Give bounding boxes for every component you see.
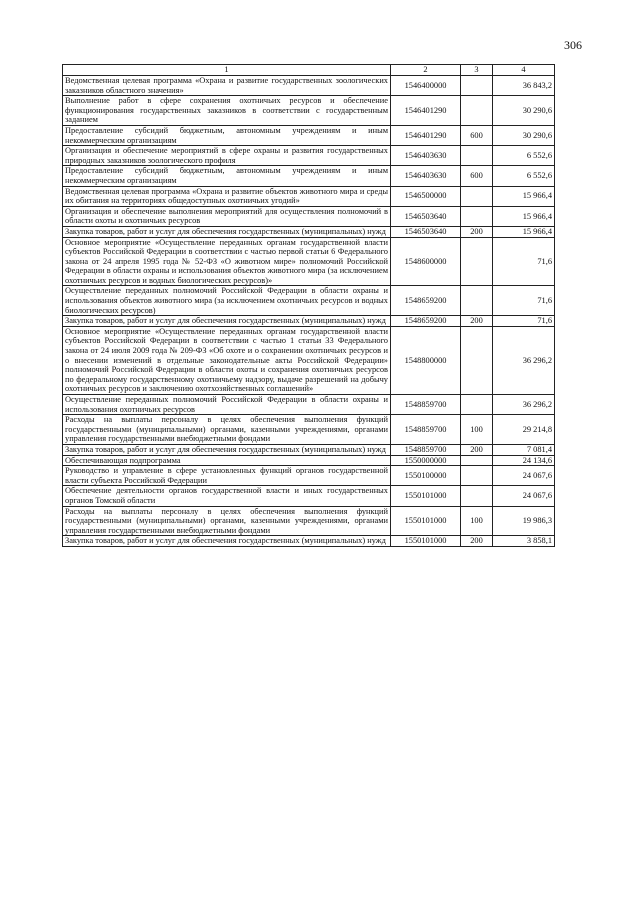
row-name-cell: Ведомственная целевая программа «Охрана и развитие государственных зоологических заказников областного значения» <box>63 76 391 96</box>
row-code-cell: 1550101000 <box>391 536 461 547</box>
table-row <box>63 96 555 126</box>
row-amount-cell: 71,6 <box>493 316 555 327</box>
row-amount-cell: 19 986,3 <box>493 506 555 536</box>
row-code-cell: 1548859700 <box>391 415 461 445</box>
row-amount-cell: 30 290,6 <box>493 96 555 126</box>
row-type-cell <box>461 326 493 394</box>
table-row <box>63 444 555 455</box>
row-type-cell <box>461 455 493 466</box>
header-cell-2: 2 <box>391 65 461 76</box>
table-row <box>63 466 555 486</box>
row-amount-cell: 15 966,4 <box>493 226 555 237</box>
row-type-cell <box>461 466 493 486</box>
row-code-cell: 1550101000 <box>391 486 461 506</box>
row-name-cell: Закупка товаров, работ и услуг для обеспечения государственных (муниципальных) нужд <box>63 316 391 327</box>
row-code-cell: 1548659200 <box>391 316 461 327</box>
header-cell-3: 3 <box>461 65 493 76</box>
row-amount-cell: 36 843,2 <box>493 76 555 96</box>
row-amount-cell: 6 552,6 <box>493 166 555 186</box>
table-row <box>63 125 555 145</box>
row-code-cell: 1546503640 <box>391 226 461 237</box>
row-amount-cell: 30 290,6 <box>493 125 555 145</box>
row-type-cell: 100 <box>461 415 493 445</box>
table-row <box>63 146 555 166</box>
row-code-cell: 1546401290 <box>391 96 461 126</box>
table-row <box>63 395 555 415</box>
row-code-cell: 1548659200 <box>391 286 461 316</box>
table-row <box>63 226 555 237</box>
row-name-cell: Расходы на выплаты персоналу в целях обеспечения выполнения функций государственными (муниципальными) органами, казенными учреждениями, органами управления государственными внебюджетными фондами <box>63 506 391 536</box>
row-code-cell: 1548859700 <box>391 444 461 455</box>
row-amount-cell: 71,6 <box>493 286 555 316</box>
row-code-cell: 1548800000 <box>391 326 461 394</box>
budget-table <box>62 64 555 547</box>
row-type-cell <box>461 76 493 96</box>
row-name-cell: Обеспечивающая подпрограмма <box>63 455 391 466</box>
row-code-cell: 1546503640 <box>391 206 461 226</box>
row-name-cell: Закупка товаров, работ и услуг для обеспечения государственных (муниципальных) нужд <box>63 226 391 237</box>
table-header-row <box>63 65 555 76</box>
row-name-cell: Организация и обеспечение выполнения мероприятий для осуществления полномочий в области охоты и охотничьих ресурсов <box>63 206 391 226</box>
row-name-cell: Обеспечение деятельности органов государственной власти и иных государственных органов Томской области <box>63 486 391 506</box>
table-row <box>63 186 555 206</box>
row-type-cell <box>461 486 493 506</box>
row-type-cell: 200 <box>461 226 493 237</box>
row-name-cell: Организация и обеспечение мероприятий в сфере охраны и развития государственных природных заказников зоологического профиля <box>63 146 391 166</box>
row-type-cell <box>461 286 493 316</box>
row-name-cell: Выполнение работ в сфере сохранения охотничьих ресурсов и обеспечение функционирования государственных заказников в соответствии с государственным заданием <box>63 96 391 126</box>
row-type-cell <box>461 96 493 126</box>
row-type-cell <box>461 237 493 286</box>
row-type-cell <box>461 146 493 166</box>
row-type-cell: 600 <box>461 166 493 186</box>
row-code-cell: 1548859700 <box>391 395 461 415</box>
row-code-cell: 1548600000 <box>391 237 461 286</box>
row-name-cell: Руководство и управление в сфере установленных функций органов государственной власти субъекта Российской Федерации <box>63 466 391 486</box>
row-amount-cell: 29 214,8 <box>493 415 555 445</box>
row-type-cell <box>461 186 493 206</box>
row-type-cell: 600 <box>461 125 493 145</box>
header-cell-1: 1 <box>63 65 391 76</box>
row-amount-cell: 7 081,4 <box>493 444 555 455</box>
table-row <box>63 536 555 547</box>
row-code-cell: 1546400000 <box>391 76 461 96</box>
row-type-cell: 200 <box>461 316 493 327</box>
table-row <box>63 206 555 226</box>
row-amount-cell: 36 296,2 <box>493 395 555 415</box>
row-amount-cell: 6 552,6 <box>493 146 555 166</box>
header-cell-4: 4 <box>493 65 555 76</box>
row-code-cell: 1546403630 <box>391 166 461 186</box>
row-name-cell: Ведомственная целевая программа «Охрана и развитие объектов животного мира и среды их обитания на территориях общедоступных охотничьих угодий» <box>63 186 391 206</box>
row-name-cell: Предоставление субсидий бюджетным, автономным учреждениям и иным некоммерческим организациям <box>63 166 391 186</box>
table-row <box>63 76 555 96</box>
table-row <box>63 166 555 186</box>
row-type-cell <box>461 206 493 226</box>
table-row <box>63 316 555 327</box>
table-row <box>63 455 555 466</box>
row-name-cell: Предоставление субсидий бюджетным, автономным учреждениям и иным некоммерческим организациям <box>63 125 391 145</box>
row-name-cell: Осуществление переданных полномочий Российской Федерации в области охраны и использования охотничьих ресурсов <box>63 395 391 415</box>
row-name-cell: Основное мероприятие «Осуществление переданных органам государственной власти субъектов Российской Федерации в соответствии с частью первой статьи 6 Федерального закона от 24 апреля 1995 года № 52-ФЗ «О животном мире» полномочий Российской Федерации в области охраны и использования объектов животного мира (за исключением охотничьих ресурсов и водных биологических ресурсов)» <box>63 237 391 286</box>
row-code-cell: 1546500000 <box>391 186 461 206</box>
row-name-cell: Закупка товаров, работ и услуг для обеспечения государственных (муниципальных) нужд <box>63 536 391 547</box>
row-code-cell: 1546401290 <box>391 125 461 145</box>
table-row <box>63 237 555 286</box>
table-row <box>63 415 555 445</box>
row-name-cell: Основное мероприятие «Осуществление переданных органам государственной власти субъектов Российской Федерации в соответствии с частью 1 статьи 33 Федерального закона от 24 июля 2009 года № 209-ФЗ «Об охоте и о сохранении охотничьих ресурсов и о внесении изменений в отдельные законодательные акты Российской Федерации» полномочий Российской Федерации в области охоты и сохранения охотничьих ресурсов по федеральному государственному охотничьему надзору, выдаче разрешений на добычу охотничьих ресурсов и заключению охотхозяйственных соглашений» <box>63 326 391 394</box>
row-code-cell: 1550101000 <box>391 506 461 536</box>
row-name-cell: Закупка товаров, работ и услуг для обеспечения государственных (муниципальных) нужд <box>63 444 391 455</box>
row-type-cell: 200 <box>461 536 493 547</box>
row-amount-cell: 24 067,6 <box>493 486 555 506</box>
row-type-cell: 100 <box>461 506 493 536</box>
table-row <box>63 486 555 506</box>
row-amount-cell: 36 296,2 <box>493 326 555 394</box>
row-amount-cell: 71,6 <box>493 237 555 286</box>
row-type-cell: 200 <box>461 444 493 455</box>
table-row <box>63 506 555 536</box>
row-amount-cell: 24 134,6 <box>493 455 555 466</box>
row-amount-cell: 15 966,4 <box>493 206 555 226</box>
row-type-cell <box>461 395 493 415</box>
row-amount-cell: 24 067,6 <box>493 466 555 486</box>
row-code-cell: 1546403630 <box>391 146 461 166</box>
row-code-cell: 1550000000 <box>391 455 461 466</box>
row-name-cell: Расходы на выплаты персоналу в целях обеспечения выполнения функций государственными (муниципальными) органами, казенными учреждениями, органами управления государственными внебюджетными фондами <box>63 415 391 445</box>
page-number: 306 <box>564 38 582 52</box>
row-amount-cell: 3 858,1 <box>493 536 555 547</box>
table-row <box>63 286 555 316</box>
row-name-cell: Осуществление переданных полномочий Российской Федерации в области охраны и использования объектов животного мира (за исключением охотничьих ресурсов и водных биологических ресурсов) <box>63 286 391 316</box>
row-code-cell: 1550100000 <box>391 466 461 486</box>
row-amount-cell: 15 966,4 <box>493 186 555 206</box>
table-row <box>63 326 555 394</box>
